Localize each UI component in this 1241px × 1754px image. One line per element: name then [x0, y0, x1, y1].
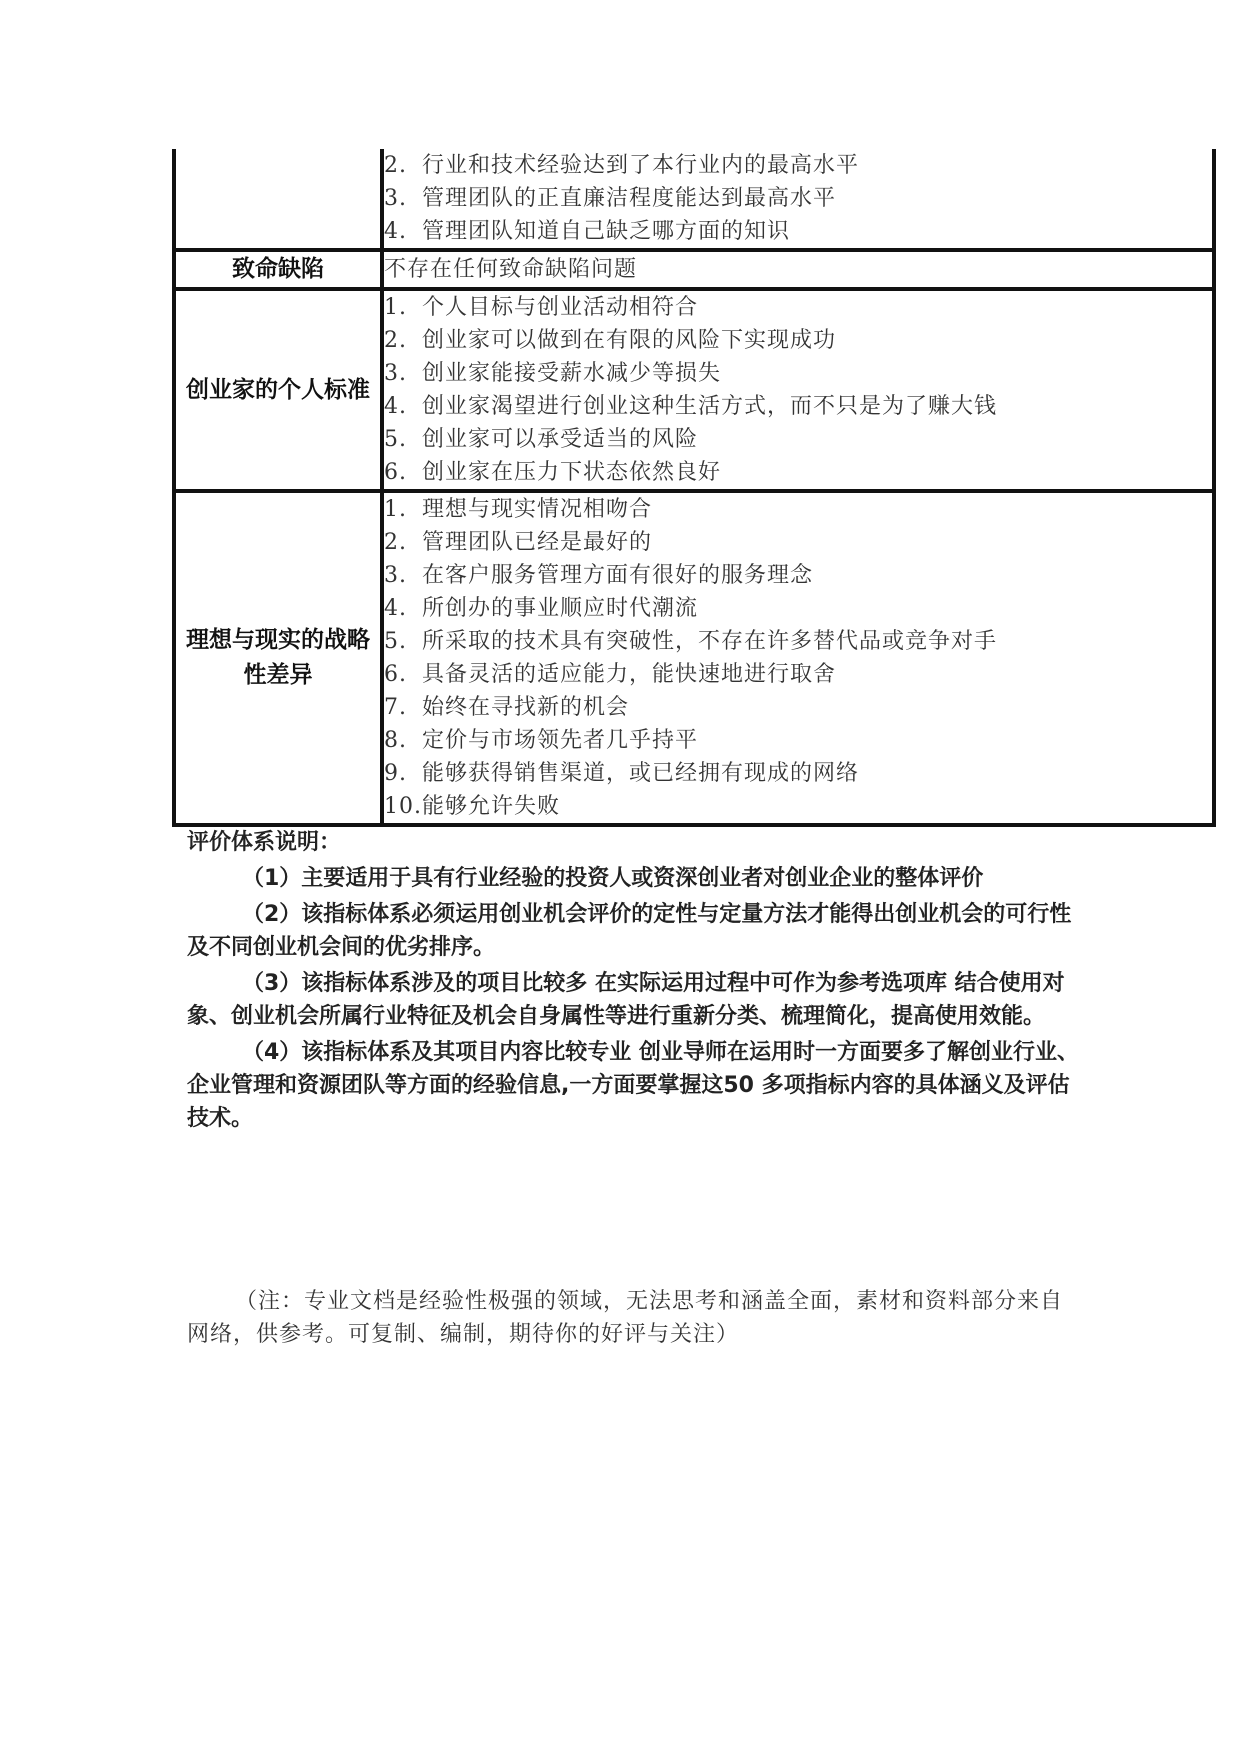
list-item	[384, 559, 1212, 592]
notes-paragraph: （1）主要适用于具有行业经验的投资人或资深创业者对创业企业的整体评价	[242, 866, 984, 891]
item-text: 理想与现实情况相吻合	[422, 497, 653, 522]
items-cell	[382, 289, 1214, 491]
item-text: 管理团队知道自己缺乏哪方面的知识	[422, 219, 791, 244]
item-text: 不存在任何致命缺陷问题	[384, 257, 638, 282]
table-row	[174, 250, 1214, 289]
table-row	[174, 289, 1214, 491]
item-number: 3.	[384, 563, 407, 588]
list-item	[384, 790, 1212, 823]
item-number: 1.	[384, 295, 407, 320]
item-text: 能够获得销售渠道，或已经拥有现成的网络	[422, 761, 860, 786]
item-number: 4.	[384, 219, 407, 244]
category-cell	[174, 149, 382, 250]
item-number: 8.	[384, 728, 407, 753]
footer-note: （注：专业文档是经验性极强的领域，无法思考和涵盖全面，素材和资料部分来自网络，供参考。可复制、编制，期待你的好评与关注）	[187, 1289, 1064, 1347]
item-text: 定价与市场领先者几乎持平	[422, 728, 699, 753]
list-item	[384, 291, 1212, 324]
list-item	[384, 724, 1212, 757]
item-text: 在客户服务管理方面有很好的服务理念	[422, 563, 814, 588]
notes-paragraph: （3）该指标体系涉及的项目比较多 在实际运用过程中可作为参考选项库 结合使用对象、创业机会所属行业特征及机会自身属性等进行重新分类、梳理简化，提高使用效能。	[187, 971, 1065, 1029]
item-number: 3.	[384, 186, 407, 211]
item-text: 始终在寻找新的机会	[422, 695, 630, 720]
list-item	[384, 691, 1212, 724]
item-text: 所创办的事业顺应时代潮流	[422, 596, 699, 621]
item-text: 管理团队的正直廉洁程度能达到最高水平	[422, 186, 837, 211]
evaluation-notes	[187, 826, 1087, 1138]
list-item	[384, 324, 1212, 357]
list-item	[384, 658, 1212, 691]
item-text: 能够允许失败	[422, 794, 561, 819]
category-cell: 理想与现实的战略性差异	[174, 491, 382, 825]
item-number: 2.	[384, 328, 407, 353]
list-item	[384, 493, 1212, 526]
item-number: 5.	[384, 629, 407, 654]
criteria-table	[172, 149, 1216, 827]
list-item	[384, 625, 1212, 658]
category-cell: 创业家的个人标准	[174, 289, 382, 491]
item-number: 2.	[384, 530, 407, 555]
list-item	[384, 526, 1212, 559]
list-item	[384, 592, 1212, 625]
list-item	[384, 757, 1212, 790]
item-number: 10.	[384, 794, 422, 819]
item-number: 4.	[384, 596, 407, 621]
item-text: 创业家可以承受适当的风险	[422, 427, 699, 452]
items-cell	[382, 149, 1214, 250]
category-cell: 致命缺陷	[174, 250, 382, 289]
list-item	[384, 390, 1212, 423]
item-number: 7.	[384, 695, 407, 720]
list-item	[384, 149, 1212, 182]
item-text: 具备灵活的适应能力，能快速地进行取舍	[422, 662, 837, 687]
item-text: 创业家能接受薪水减少等损失	[422, 361, 722, 386]
item-number: 3.	[384, 361, 407, 386]
list-item	[384, 182, 1212, 215]
item-text: 行业和技术经验达到了本行业内的最高水平	[422, 153, 860, 178]
list-item	[384, 357, 1212, 390]
item-number: 6.	[384, 460, 407, 485]
item-number: 4.	[384, 394, 407, 419]
item-number: 1.	[384, 497, 407, 522]
notes-paragraph: （4）该指标体系及其项目内容比较专业 创业导师在运用时一方面要多了解创业行业、企业管理和资源团队等方面的经验信息,一方面要掌握这50 多项指标内容的具体涵义及评估技术。	[187, 1040, 1079, 1131]
notes-paragraph: （2）该指标体系必须运用创业机会评价的定性与定量方法才能得出创业机会的可行性及不同创业机会间的优劣排序。	[187, 902, 1072, 960]
items-cell	[382, 491, 1214, 825]
list-item	[384, 215, 1212, 248]
item-number: 9.	[384, 761, 407, 786]
table-row	[174, 149, 1214, 250]
items-cell	[382, 250, 1214, 289]
list-item	[384, 423, 1212, 456]
list-item	[384, 253, 1212, 286]
item-text: 创业家渴望进行创业这种生活方式，而不只是为了赚大钱	[422, 394, 998, 419]
item-number: 2.	[384, 153, 407, 178]
list-item	[384, 456, 1212, 489]
item-number: 6.	[384, 662, 407, 687]
item-text: 所采取的技术具有突破性，不存在许多替代品或竞争对手	[422, 629, 998, 654]
table-row	[174, 491, 1214, 825]
notes-heading: 评价体系说明：	[187, 830, 342, 855]
item-text: 个人目标与创业活动相符合	[422, 295, 699, 320]
item-text: 创业家可以做到在有限的风险下实现成功	[422, 328, 837, 353]
item-text: 创业家在压力下状态依然良好	[422, 460, 722, 485]
item-text: 管理团队已经是最好的	[422, 530, 653, 555]
item-number: 5.	[384, 427, 407, 452]
